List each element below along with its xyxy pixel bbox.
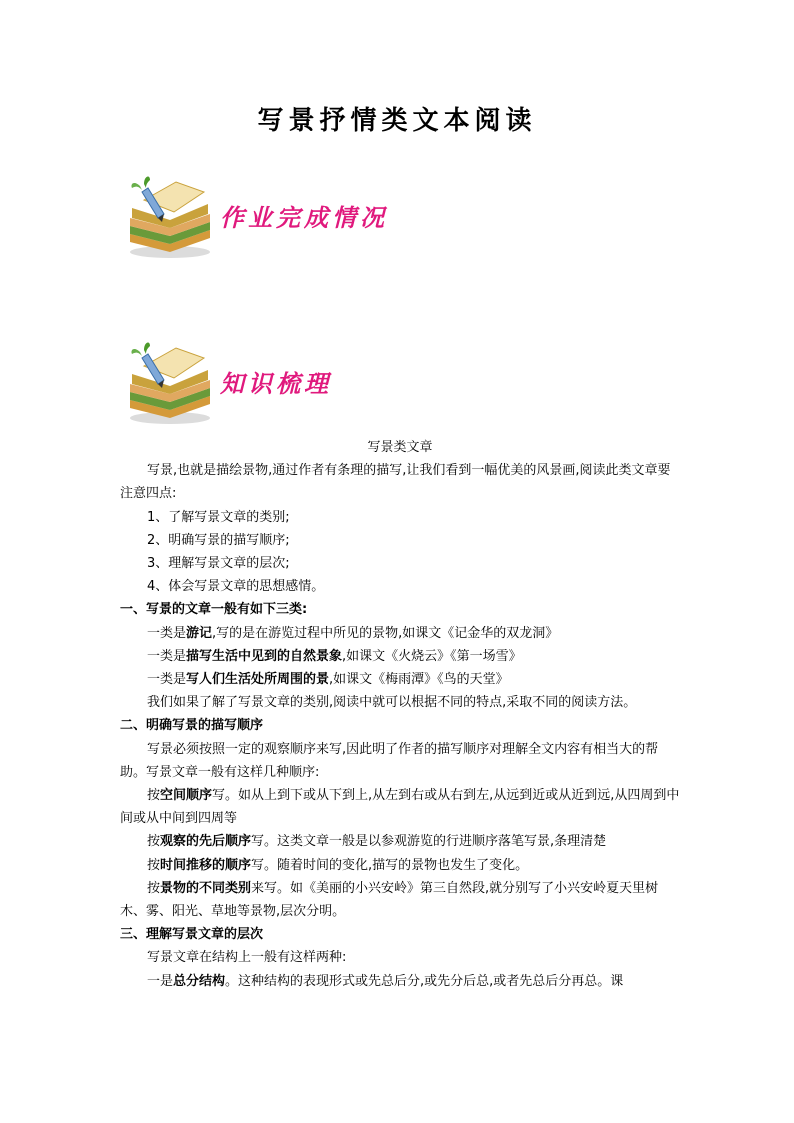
point-item: 2、明确写景的描写顺序;: [147, 532, 290, 548]
type-summary: 我们如果了解了写景文章的类别,阅读中就可以根据不同的特点,采取不同的阅读方法。: [147, 695, 637, 711]
order-paragraph: 按观察的先后顺序写。这类文章一般是以参观游览的行进顺序落笔写景,条理清楚: [147, 834, 607, 850]
order-paragraph: 按空间顺序写。如从上到下或从下到上,从左到右或从右到左,从远到近或从近到远,从四周到中间或从中间到四周等: [120, 788, 680, 827]
type-paragraph: 一类是游记,写的是在游览过程中所见的景物,如课文《记金华的双龙洞》: [147, 625, 559, 641]
heading-types: 一、写景的文章一般有如下三类:: [120, 602, 308, 618]
heading-layers: 三、理解写景文章的层次: [120, 927, 264, 943]
layers-paragraph: 一是总分结构。这种结构的表现形式或先总后分,或先分后总,或者先总后分再总。课: [147, 973, 624, 989]
order-intro: 写景必须按照一定的观察顺序来写,因此明了作者的描写顺序对理解全文内容有相当大的帮助。写景文章一般有这样几种顺序:: [120, 741, 659, 780]
point-item: 3、理解写景文章的层次;: [147, 556, 290, 572]
order-paragraph: 按时间推移的顺序写。随着时间的变化,描写的景物也发生了变化。: [147, 857, 529, 873]
type-paragraph: 一类是描写生活中见到的自然景象,如课文《火烧云》《第一场雪》: [147, 648, 522, 664]
article-body: [120, 436, 680, 993]
intro-paragraph: 写景,也就是描绘景物,通过作者有条理的描写,让我们看到一幅优美的风景画,阅读此类文章要注意四点:: [120, 463, 671, 502]
books-pencil-icon: [124, 338, 214, 428]
document-title: 写景抒情类文本阅读: [257, 106, 537, 136]
books-pencil-icon: [124, 172, 214, 262]
point-item: 4、体会写景文章的思想感情。: [147, 579, 325, 595]
type-paragraph: 一类是写人们生活处所周围的景,如课文《梅雨潭》《鸟的天堂》: [147, 672, 509, 688]
heading-order: 二、明确写景的描写顺序: [120, 718, 264, 734]
order-paragraph: 按景物的不同类别来写。如《美丽的小兴安岭》第三自然段,就分别写了小兴安岭夏天里树木、雾、阳光、草地等景物,层次分明。: [120, 880, 659, 920]
article-subtitle: 写景类文章: [367, 440, 433, 455]
section-homework-header: [124, 172, 454, 262]
section-homework-title: 作业完成情况: [220, 203, 388, 232]
layers-intro: 写景文章在结构上一般有这样两种:: [147, 950, 347, 966]
point-item: 1、了解写景文章的类别;: [147, 509, 290, 525]
section-knowledge-header: [124, 338, 454, 428]
section-knowledge-title: 知识梳理: [220, 369, 332, 398]
